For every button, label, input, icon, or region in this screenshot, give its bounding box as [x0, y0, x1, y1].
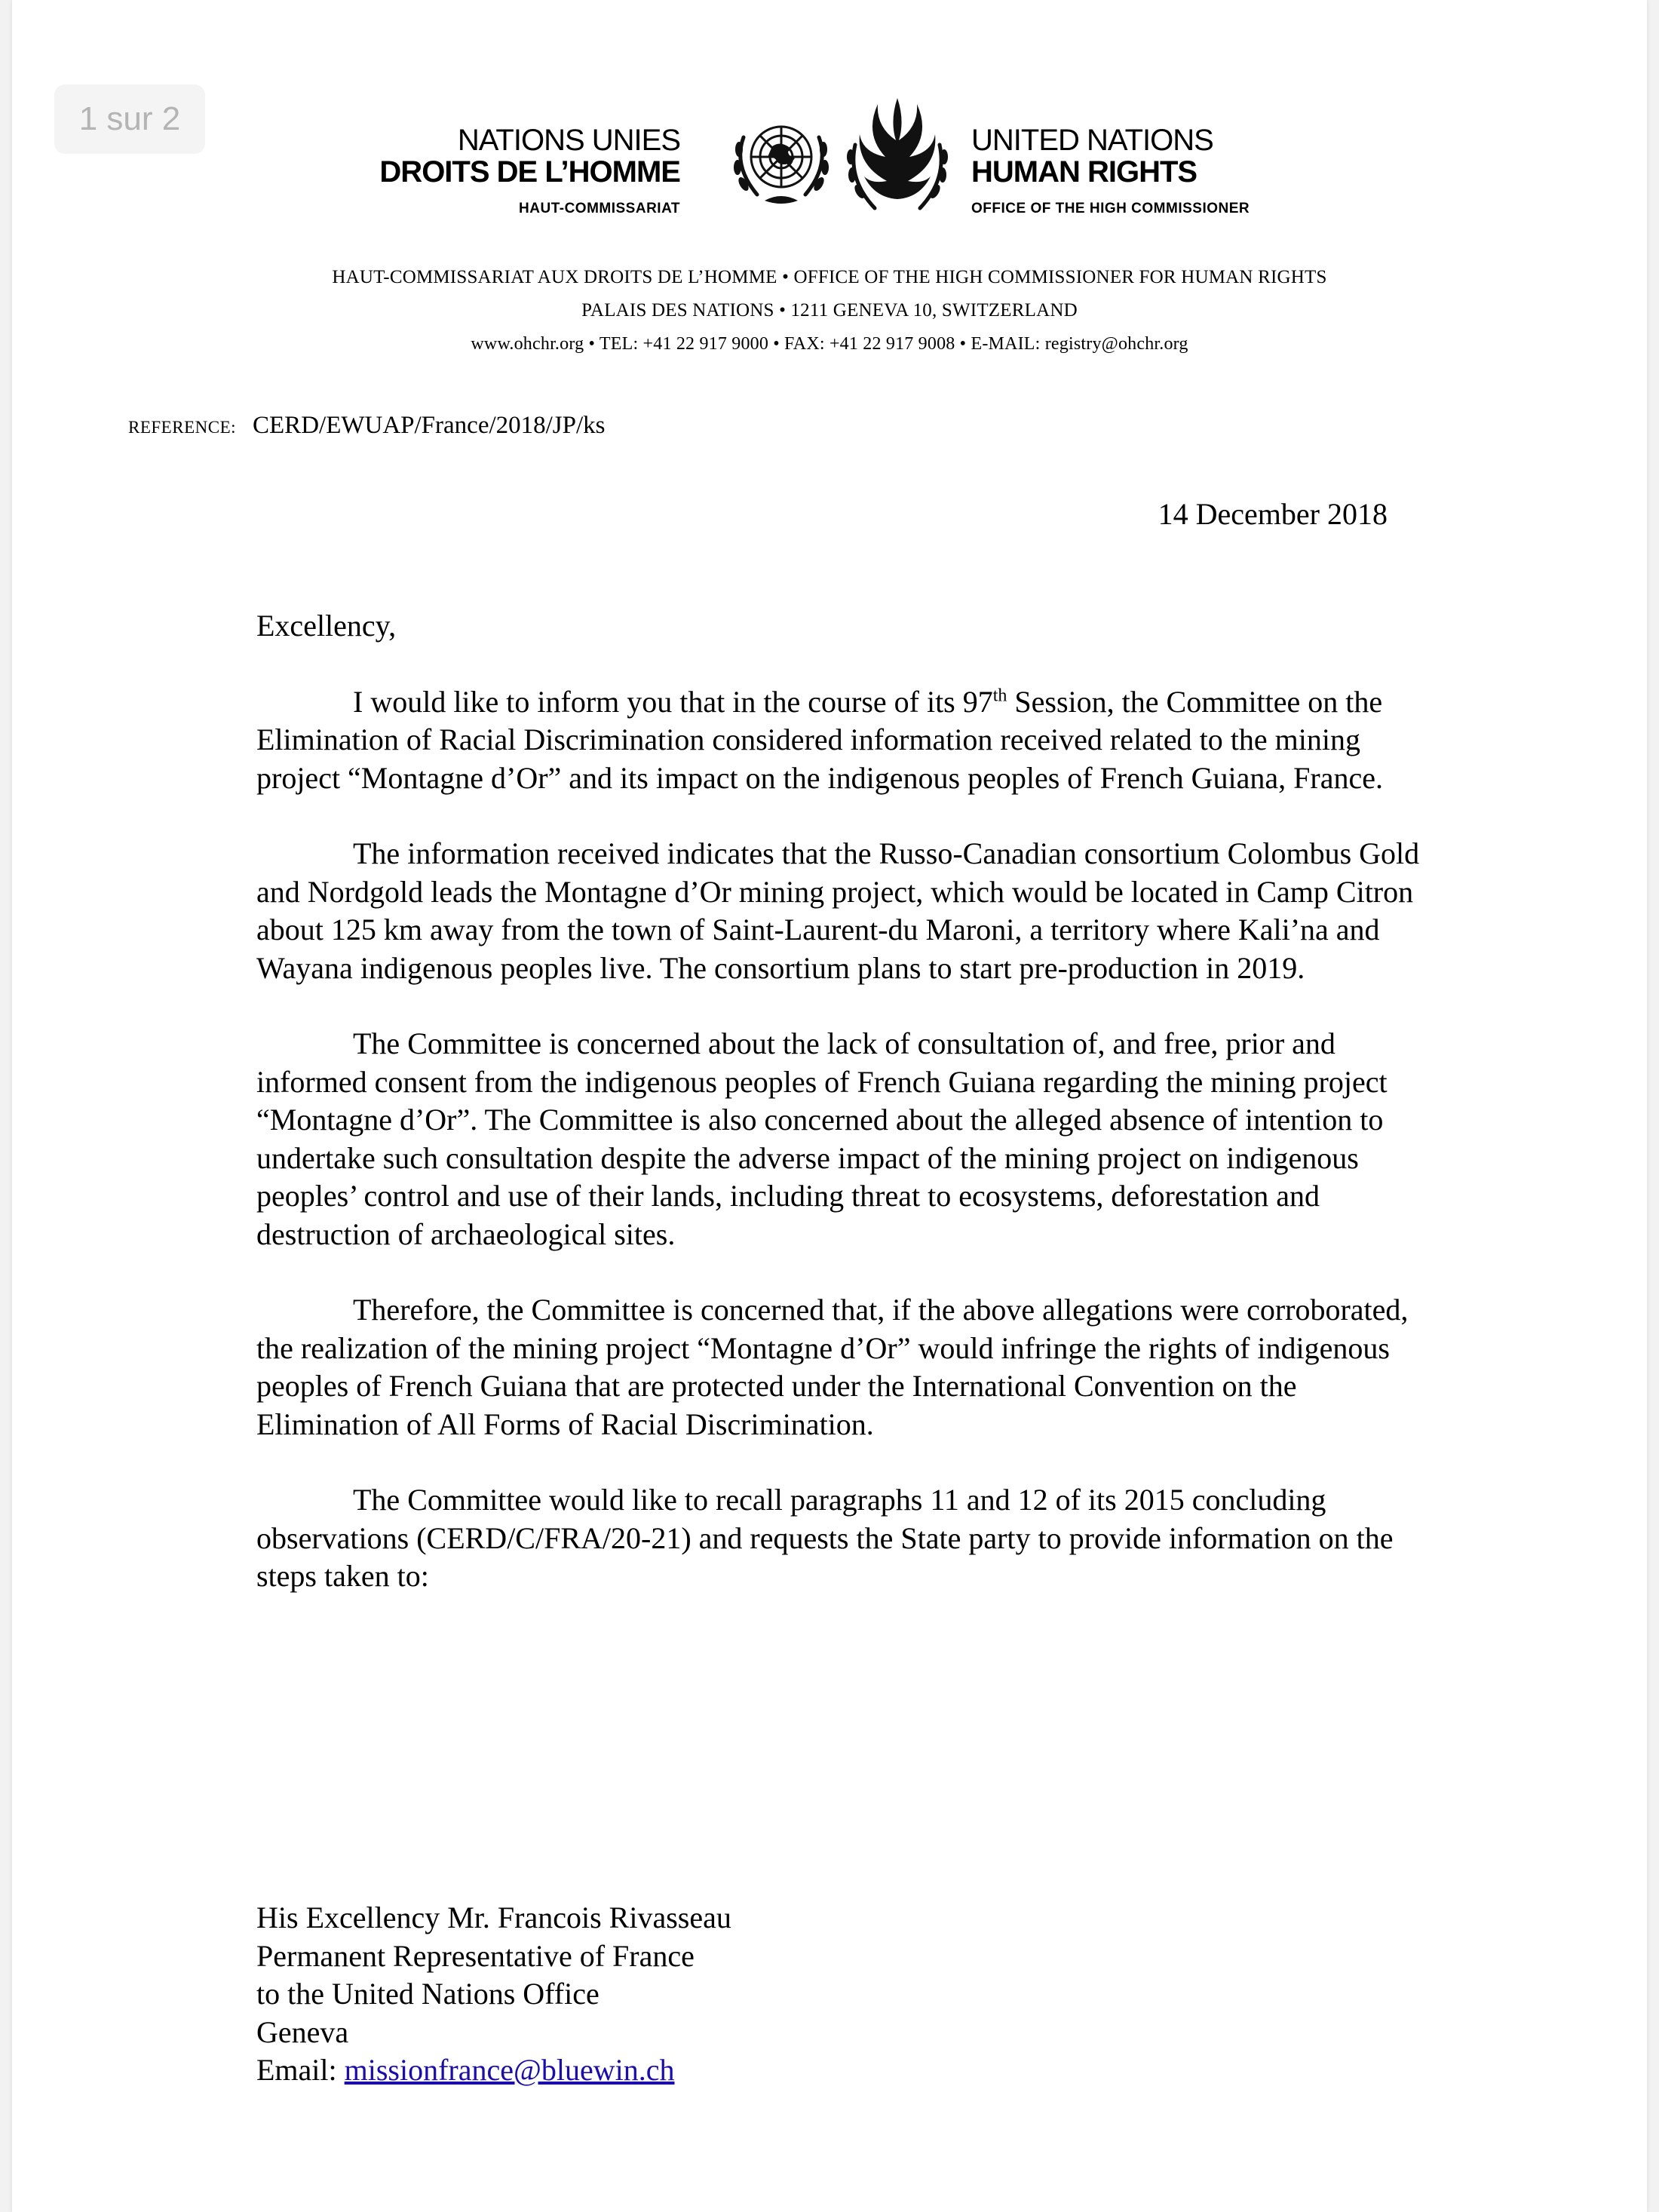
- letter-date: 14 December 2018: [1158, 497, 1388, 531]
- paragraph-2: The information received indicates that the Russo-Canadian consortium Colombus Gold and Nordgold leads the Montagne d’Or mining project, which would be located in Camp Citron about 125 km away from the town of Saint-Laurent-du Maroni, a territory where Kali’na and Wayana indigenous peoples live. The consortium plans to start pre-production in 2019.: [256, 836, 1420, 985]
- office-line: HAUT-COMMISSARIAT AUX DROITS DE L’HOMME • OFFICE OF THE HIGH COMMISSIONER FOR HUMAN RIGHTS: [332, 267, 1327, 287]
- un-emblem-icon: [727, 107, 836, 216]
- addressee-block: [256, 1899, 731, 2090]
- paragraph-4: Therefore, the Committee is concerned that, if the above allegations were corroborated, the realization of the mining project “Montagne d’Or” would infringe the rights of indigenous peoples of French Guiana that are protected under the International Convention on the Elimination of All Forms of Racial Discrimination.: [256, 1293, 1409, 1441]
- letterhead-en-line1: UNITED NATIONS: [971, 124, 1213, 157]
- office-address-block: [12, 261, 1647, 360]
- letterhead-fr-line3: HAUT-COMMISSARIAT: [519, 201, 680, 216]
- human-rights-hand-icon: [845, 92, 950, 219]
- addressee-line: Permanent Representative of France: [256, 1938, 695, 1973]
- paragraph-1-text: I would like to inform you that in the course of its 97: [353, 684, 993, 719]
- paragraph-1: [256, 683, 1427, 798]
- addressee-line: His Excellency Mr. Francois Rivasseau: [256, 1901, 731, 1934]
- addressee-email-line: [256, 2051, 731, 2090]
- paragraph-5: The Committee would like to recall paragraphs 11 and 12 of its 2015 concluding observations (CERD/C/FRA/20-21) and requests the State party to provide information on the steps taken to:: [256, 1483, 1394, 1593]
- letter-body: [256, 607, 1427, 1634]
- page-indicator: 1 sur 2: [54, 84, 205, 154]
- letterhead-en-line3: OFFICE OF THE HIGH COMMISSIONER: [971, 201, 1250, 216]
- letterhead-en-line2: HUMAN RIGHTS: [971, 155, 1197, 189]
- email-label: Email:: [256, 2053, 345, 2087]
- contact-line: www.ohchr.org • TEL: +41 22 917 9000 • FAX: +41 22 917 9008 • E-MAIL: registry@ohchr.org: [471, 334, 1188, 354]
- paragraph-1-sup: th: [992, 686, 1007, 706]
- reference-value: CERD/EWUAP/France/2018/JP/ks: [253, 412, 606, 439]
- address-line: PALAIS DES NATIONS • 1211 GENEVA 10, SWITZERLAND: [581, 300, 1078, 321]
- addressee-line: Geneva: [256, 2014, 349, 2049]
- letterhead-english: [971, 124, 1250, 216]
- letterhead-fr-line1: NATIONS UNIES: [457, 124, 680, 157]
- reference-line: [128, 412, 606, 440]
- paragraph-1-text-cont: Session, the Committee on the Elimination of Racial Discrimination considered information received related to the mining project “Montagne d’Or” and its impact on the indigenous peoples of French Guiana, France.: [256, 684, 1384, 795]
- letterhead-fr-line2: DROITS DE L’HOMME: [379, 155, 680, 189]
- addressee-line: to the United Nations Office: [256, 1977, 600, 2011]
- reference-label: REFERENCE:: [128, 418, 237, 437]
- document-page: [12, 0, 1647, 2212]
- paragraph-3: The Committee is concerned about the lack of consultation of, and free, prior and informed consent from the indigenous peoples of French Guiana regarding the mining project “Montagne d’Or”. The Committee is also concerned about the alleged absence of intention to undertake such consultation despite the adverse impact of the mining project on indigenous peoples’ control and use of their lands, including threat to ecosystems, deforestation and destruction of archaeological sites.: [256, 1026, 1388, 1251]
- salutation: Excellency,: [256, 609, 397, 643]
- letterhead-french: [379, 124, 680, 216]
- email-link[interactable]: missionfrance@bluewin.ch: [344, 2053, 675, 2087]
